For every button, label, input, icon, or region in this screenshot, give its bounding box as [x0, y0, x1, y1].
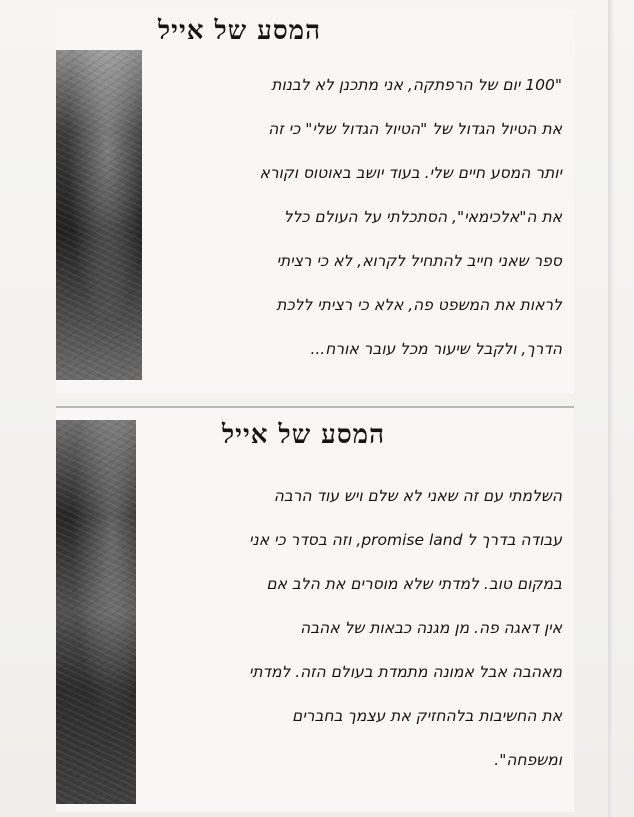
- panel-2-line: את החשיבות בלהחזיק את עצמך בחברים: [292, 707, 562, 725]
- panel-1-title: המסע של אייל: [158, 16, 322, 46]
- photo-texture: [56, 50, 142, 380]
- panel-1-line: את הטיול הגדול של "הטיול הגדול שלי" כי זה: [268, 120, 562, 138]
- panel-2-line: אין דאגה פה. מן מגנה כבאות של אהבה: [300, 619, 562, 637]
- photo-texture: [56, 420, 136, 804]
- panel-2-title: המסע של אייל: [222, 420, 386, 450]
- panel-2-line: מאהבה אבל אמונה מתמדת בעולם הזה. למדתי: [248, 663, 562, 681]
- panel-1-line: ספר שאני חייב להתחיל לקרוא, לא כי רציתי: [276, 252, 562, 270]
- panel-1-line: את ה"אלכימאי", הסתכלתי על העולם כלל: [283, 208, 562, 226]
- panel-1-body: [152, 63, 562, 371]
- panel-2-line: ומשפחה".: [494, 751, 562, 769]
- raft-photo-2: [56, 420, 136, 804]
- panel-1-line: יותר המסע חיים שלי. בעוד יושב באוטוס וקורא: [259, 164, 562, 182]
- panel-1-line: "100 יום של הרפתקה, אני מתכנן לא לבנות: [271, 76, 562, 94]
- page-edge-shadow: [608, 0, 614, 817]
- panel-2-line: עבודה בדרך ל promise land, וזה בסדר כי אני: [249, 531, 562, 549]
- panel-2-line: השלמתי עם זה שאני לא שלם ויש עוד הרבה: [273, 487, 562, 505]
- panel-2-body: [142, 474, 562, 782]
- panel-1-line: לראות את המשפט פה, אלא כי רציתי ללכת: [276, 296, 562, 314]
- story-panel-2: [56, 406, 574, 812]
- panel-2-line: במקום טוב. למדתי שלא מוסרים את הלב אם: [266, 575, 562, 593]
- landscape-photo-1: [56, 50, 142, 380]
- story-panel-1: [56, 10, 574, 394]
- panel-1-line: הדרך, ולקבל שיעור מכל עובר אורח...: [310, 340, 562, 358]
